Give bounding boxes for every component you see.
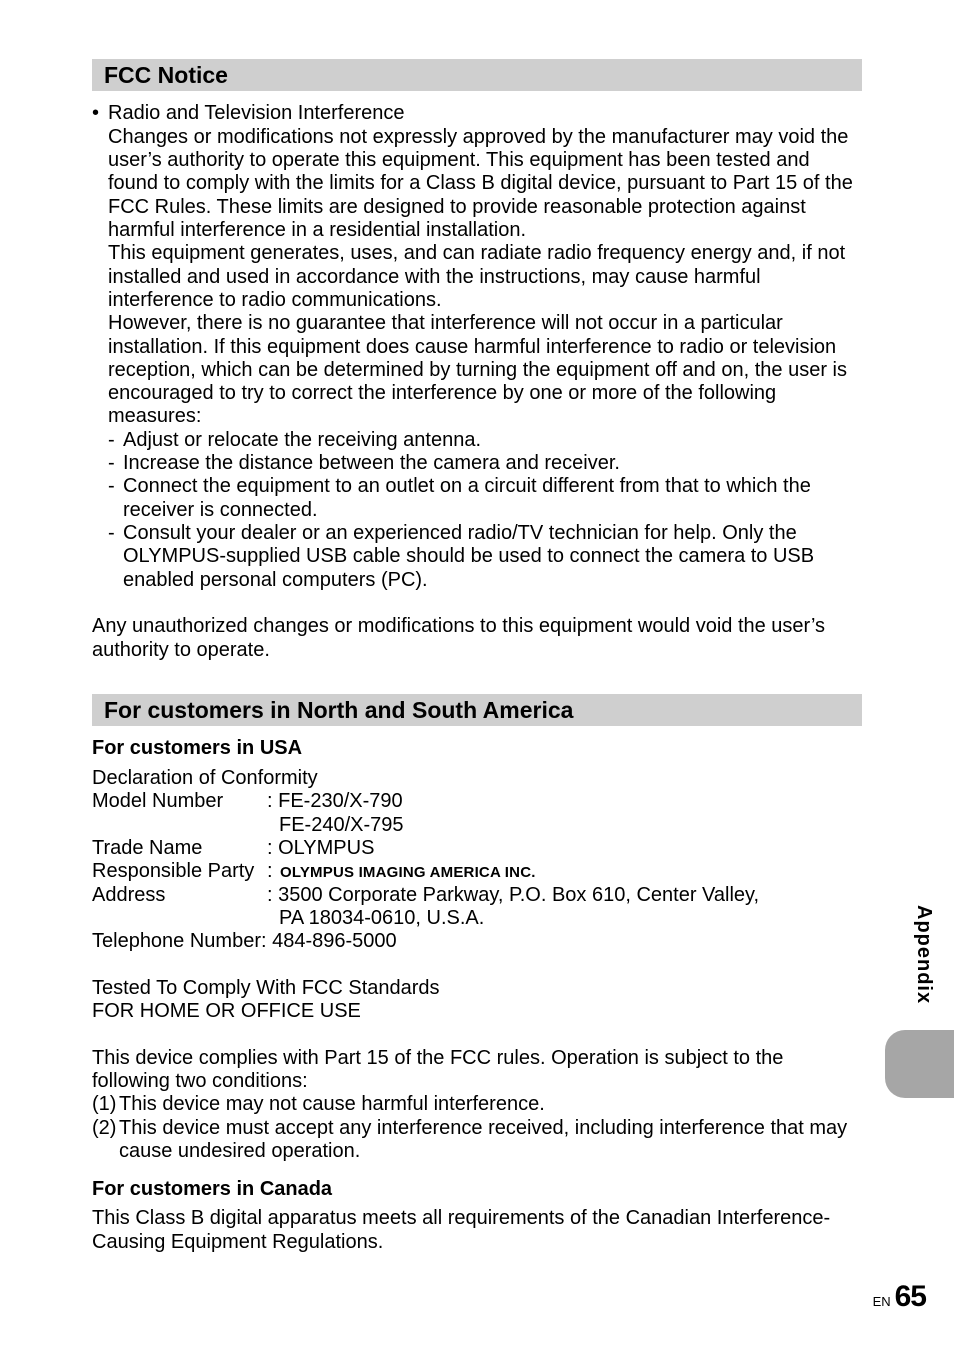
tested-line: FOR HOME OR OFFICE USE: [92, 1000, 361, 1022]
model-label: Model Number: [92, 790, 224, 812]
canada-line: Causing Equipment Regulations.: [92, 1231, 384, 1253]
page-number: [873, 1280, 926, 1314]
closing-line: authority to operate.: [92, 639, 270, 661]
model-value: : FE-230/X-790: [267, 790, 403, 812]
fcc-line: This equipment generates, uses, and can radiate radio frequency energy and, if not: [108, 242, 846, 264]
condition-line: cause undesired operation.: [119, 1140, 361, 1162]
condition-num: (1): [92, 1093, 117, 1115]
party-label: Responsible Party: [92, 860, 255, 882]
closing-line: Any unauthorized changes or modifications to this equipment would void the user’s: [92, 615, 826, 637]
dash: -: [108, 475, 115, 497]
tested-line: Tested To Comply With FCC Standards: [92, 977, 440, 999]
address-value: : 3500 Corporate Parkway, P.O. Box 610, Center Valley,: [267, 884, 760, 906]
fcc-line: installation. If this equipment does cause harmful interference to radio or television: [108, 336, 837, 358]
fcc-line: reception, which can be determined by turning the equipment off and on, the user is: [108, 359, 847, 381]
fcc-line: harmful interference in a residential installation.: [108, 219, 526, 241]
declaration: Declaration of Conformity: [92, 767, 318, 789]
usa-heading: For customers in USA: [92, 737, 303, 759]
party-value: OLYMPUS IMAGING AMERICA INC.: [280, 864, 536, 881]
measure-line: receiver is connected.: [123, 499, 318, 521]
address-value: PA 18034-0610, U.S.A.: [279, 907, 485, 929]
america-heading: For customers in North and South America: [92, 694, 862, 726]
party-colon: :: [267, 860, 273, 882]
trade-label: Trade Name: [92, 837, 203, 859]
fcc-line: encouraged to try to correct the interference by one or more of the following: [108, 382, 777, 404]
section-tab: [885, 1030, 954, 1098]
fcc-line: FCC Rules. These limits are designed to provide reasonable protection against: [108, 196, 806, 218]
measure-line: Connect the equipment to an outlet on a circuit different from that to which the: [123, 475, 811, 497]
measure-line: Consult your dealer or an experienced radio/TV technician for help. Only the: [123, 522, 797, 544]
measure-line: Adjust or relocate the receiving antenna.: [123, 429, 481, 451]
section-label-text: Appendix: [913, 905, 935, 1005]
fcc-line: measures:: [108, 405, 202, 427]
dash: -: [108, 522, 115, 544]
complies-line: This device complies with Part 15 of the FCC rules. Operation is subject to the: [92, 1047, 784, 1069]
condition-num: (2): [92, 1117, 117, 1139]
condition-line: This device must accept any interference received, including interference that may: [119, 1117, 848, 1139]
dash: -: [108, 429, 115, 451]
canada-heading: For customers in Canada: [92, 1178, 333, 1200]
complies-line: following two conditions:: [92, 1070, 308, 1092]
lang-code: EN: [872, 1294, 891, 1309]
fcc-line: Radio and Television Interference: [108, 102, 405, 124]
canada-line: This Class B digital apparatus meets all requirements of the Canadian Interference-: [92, 1207, 831, 1229]
fcc-line: installed and used in accordance with the instructions, may cause harmful: [108, 266, 761, 288]
dash: -: [108, 452, 115, 474]
telephone: Telephone Number: 484-896-5000: [92, 930, 397, 952]
section-label: [911, 905, 935, 1015]
page-num: 65: [894, 1280, 926, 1313]
measure-line: enabled personal computers (PC).: [123, 569, 428, 591]
model-value: FE-240/X-795: [279, 814, 404, 836]
condition-line: This device may not cause harmful interference.: [119, 1093, 545, 1115]
fcc-line: However, there is no guarantee that interference will not occur in a particular: [108, 312, 783, 334]
fcc-line: Changes or modifications not expressly approved by the manufacturer may void the: [108, 126, 849, 148]
measure-line: Increase the distance between the camera and receiver.: [123, 452, 620, 474]
bullet: •: [92, 102, 100, 124]
address-label: Address: [92, 884, 166, 906]
fcc-line: user’s authority to operate this equipment. This equipment has been tested and: [108, 149, 810, 171]
measure-line: OLYMPUS-supplied USB cable should be used to connect the camera to USB: [123, 545, 815, 567]
fcc-line: found to comply with the limits for a Class B digital device, pursuant to Part 15 of the: [108, 172, 853, 194]
fcc-heading: FCC Notice: [92, 59, 862, 91]
trade-value: : OLYMPUS: [267, 837, 375, 859]
fcc-line: interference to radio communications.: [108, 289, 442, 311]
